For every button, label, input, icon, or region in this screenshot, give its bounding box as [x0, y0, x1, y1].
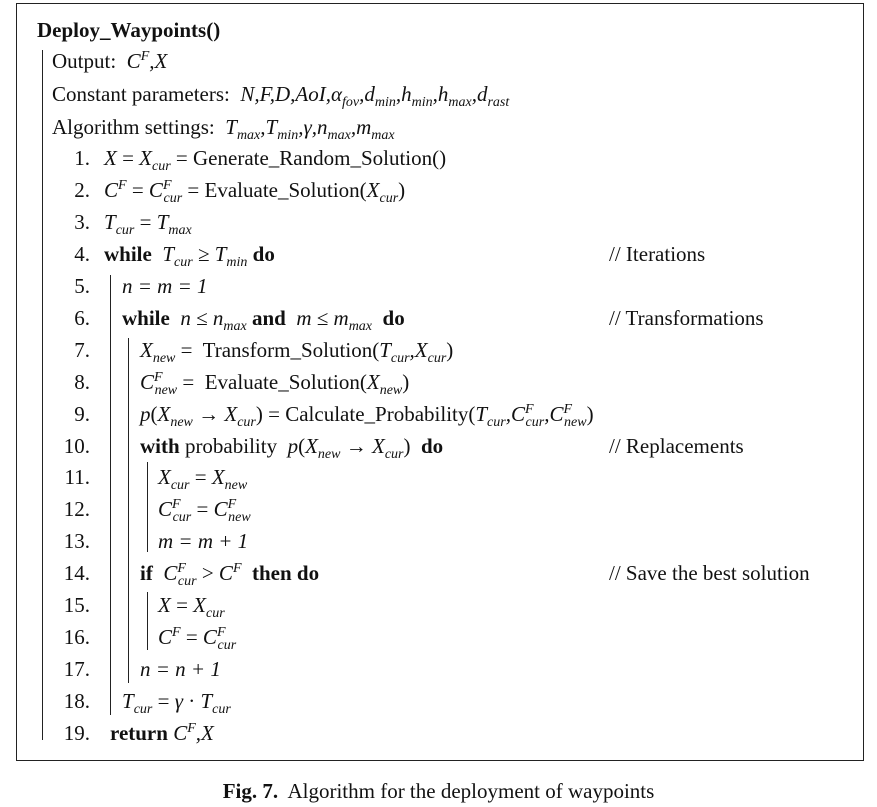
line-number: 18.: [63, 689, 90, 713]
line-8: $C^F_{new}$ = $Evaluate\_Solution(X_{new})$: [140, 370, 410, 399]
algorithm-settings-line: Algorithm settings: $T_{max},T_{min},\gamma,n_{max},m_{max}$: [52, 115, 395, 144]
line-15: $X = X_{cur}$: [158, 593, 225, 622]
line-number: 9.: [74, 402, 90, 426]
line-1: $X = X_{cur}$ = Generate_Random_Solution(): [104, 146, 447, 175]
inner-while-bar: [128, 338, 129, 683]
line-number: 5.: [74, 274, 90, 298]
line-number: 12.: [63, 497, 90, 521]
line-number: 17.: [63, 657, 90, 681]
comment-iterations: // Iterations: [609, 242, 706, 266]
line-number: 7.: [74, 338, 90, 362]
comment-transformations: // Transformations: [609, 306, 764, 330]
line-number: 15.: [63, 593, 90, 617]
line-13: m = m + 1: [158, 529, 249, 553]
line-number: 1.: [74, 146, 90, 170]
line-18: $T_{cur} = \gamma \cdot T_{cur}$: [122, 689, 231, 718]
line-2: $C^F = C^F_{cur}$ = $Evaluate\_Solution(X_{cur})$: [104, 178, 406, 207]
constant-params-line: Constant parameters: $N,F,D,AoI,\alpha_{fov},d_{min},h_{min},h_{max},d_{rast}$: [52, 82, 510, 111]
figure-caption: Fig. 7. Algorithm for the deployment of waypoints: [222, 779, 655, 803]
line-14: if $C^F_{cur} > C^F$ then do: [140, 561, 320, 590]
line-number: 8.: [74, 370, 90, 394]
line-7: $X_{new}$ = $Transform\_Solution(T_{cur},X_{cur})$: [140, 338, 454, 367]
line-12: $C^F_{cur} = C^F_{new}$: [158, 497, 251, 526]
line-17: n = n + 1: [140, 657, 221, 681]
output-line: Output: $C^F,X$: [52, 49, 168, 73]
line-number: 2.: [74, 178, 90, 202]
line-number: 16.: [63, 625, 90, 649]
while-bar: [110, 275, 111, 715]
line-16: $C^F = C^F_{cur}$: [158, 625, 237, 654]
line-number: 13.: [63, 529, 90, 553]
line-number: 3.: [74, 210, 90, 234]
line-number: 10.: [63, 434, 90, 458]
if-bar: [147, 592, 148, 650]
line-3: $T_{cur} = T_{max}$: [104, 210, 192, 239]
line-6: while $n \le n_{max}$ and $m \le m_{max}$ do: [122, 306, 405, 335]
line-9: $p(X_{new} \to X_{cur})$ = $Calculate\_Probability(T_{cur},C^F_{cur},C^F_{new})$: [140, 402, 594, 431]
line-5: n = m = 1: [122, 274, 208, 298]
comment-replacements: // Replacements: [609, 434, 744, 458]
comment-save-best: // Save the best solution: [609, 561, 810, 585]
line-number: 6.: [74, 306, 90, 330]
line-19: return $C^F,X$: [110, 721, 214, 745]
algorithm-title: Deploy_Waypoints(): [37, 18, 221, 42]
body-bar: [42, 50, 43, 740]
line-4: while $T_{cur} \ge T_{min}$ do: [104, 242, 275, 271]
line-10: with probability $p(X_{new} \to X_{cur})$ do: [140, 434, 444, 463]
line-number: 19.: [63, 721, 90, 745]
line-number: 4.: [74, 242, 90, 266]
line-11: $X_{cur} = X_{new}$: [158, 465, 248, 494]
with-bar: [147, 462, 148, 552]
line-number: 14.: [63, 561, 90, 585]
line-number: 11.: [64, 465, 90, 489]
